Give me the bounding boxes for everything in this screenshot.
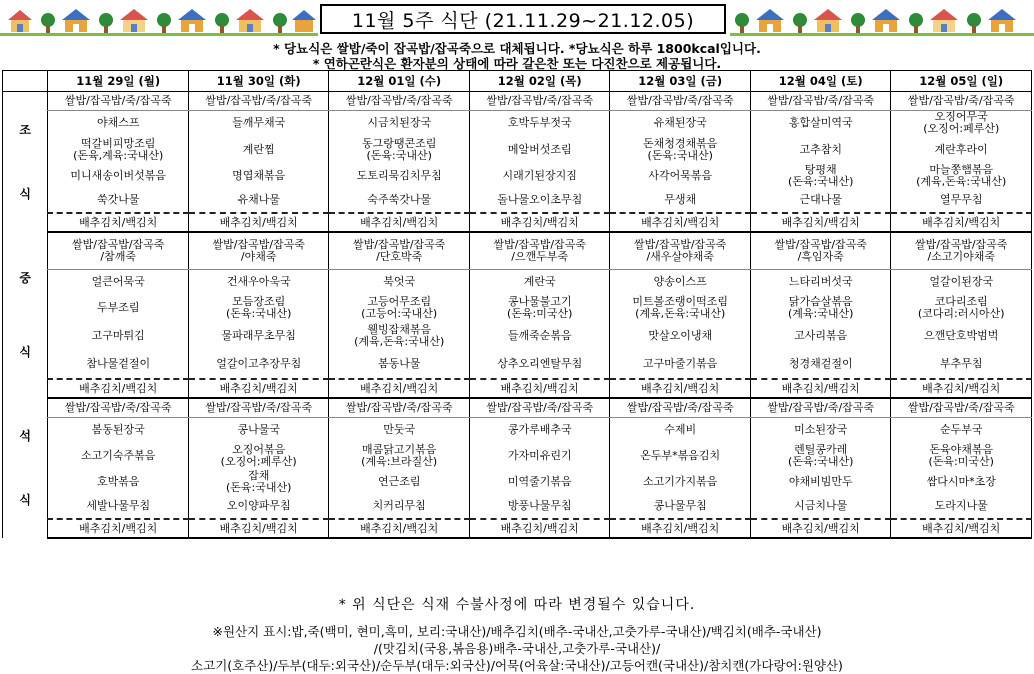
meal-row [3,494,1032,519]
meal-row [3,213,1032,232]
house-icon [8,10,32,32]
menu-item-line: 고등어무조림 [367,295,432,308]
menu-item: 쑥갓나물 [48,188,189,213]
menu-item-line: 모듬장조림 [232,295,286,308]
village-decoration-left [0,6,318,36]
menu-item [329,322,470,350]
menu-item-line: 닭가슴살볶음 [788,295,853,308]
menu-item: 배추김치/백김치 [891,379,1032,398]
menu-item-line: (오징어:페루산) [220,455,297,468]
menu-item [329,232,470,270]
menu-item-line: 쌀밥/잡곡밥/잡곡죽 [212,238,305,251]
meal-row [3,294,1032,322]
menu-item: 배추김치/백김치 [469,379,610,398]
menu-item: 연근조림 [329,470,470,494]
menu-item: 북엇국 [329,270,470,295]
meal-row [3,519,1032,538]
menu-item-line: /단호박죽 [376,250,423,263]
tree-icon [851,13,865,33]
meal-label-char: 식 [19,493,32,507]
menu-item-line: (돈육,계육:국내산) [73,148,164,162]
menu-item: 수제비 [610,418,751,443]
menu-item: 소고기숙주볶음 [48,442,189,470]
menu-item-line: 오징어볶음 [232,443,286,456]
menu-item: 배추김치/백김치 [750,519,891,538]
origin-line-3: 소고기(호주산)/두부(대두:외국산)/순두부(대두:외국산)/어묵(어육살:국내산)/고등어캔(국내산)/참치캔(가다랑어:원양산) [191,658,843,673]
house-icon [814,9,842,32]
menu-item [750,232,891,270]
menu-item-line: 잡채 [248,470,270,482]
house-icon [120,9,148,32]
menu-item: 홍합살미역국 [750,111,891,136]
menu-item: 도라지나물 [891,494,1032,519]
menu-item: 미소된장국 [750,418,891,443]
menu-item [891,111,1032,136]
menu-item: 고추참치 [750,135,891,164]
menu-item [750,164,891,188]
meal-label-char: 중 [19,271,32,285]
menu-item-line: (돈육:미국산) [506,307,573,320]
menu-item-line: (고등어:국내산) [361,307,438,320]
menu-item: 배추김치/백김치 [469,519,610,538]
house-icon [756,9,784,32]
menu-item: 쌀밥/잡곡밥/죽/잡곡죽 [329,398,470,418]
meal-row [3,232,1032,270]
meal-label [3,398,48,538]
menu-item-line: 동그랑땡콘조림 [362,136,437,150]
dysphagia-notice: * 연하곤란식은 환자분의 상태에 따라 갈은찬 또는 다진찬으로 제공됩니다. [312,56,722,71]
menu-item: 쌀밥/잡곡밥/죽/잡곡죽 [610,92,751,111]
menu-title: 11월 5주 식단 (21.11.29~21.12.05) [320,4,726,34]
menu-item-line: 마늘쫑햄볶음 [929,164,994,176]
day-header: 11월 30일 (화) [188,71,329,92]
menu-item: 배추김치/백김치 [188,213,329,232]
menu-item-line: 콩나물불고기 [507,295,572,308]
menu-item: 쌀밥/잡곡밥/죽/잡곡죽 [750,92,891,111]
meal-label-char: 식 [19,345,32,359]
menu-item: 건새우아욱국 [188,270,329,295]
menu-item: 배추김치/백김치 [329,379,470,398]
diabetic-notice: * 당뇨식은 쌀밥/죽이 잡곡밥/잡곡죽으로 대체됩니다. *당뇨식은 하루 1800kcal입니다. [273,41,761,56]
menu-item-line: 쌀밥/잡곡밥/잡곡죽 [71,238,165,251]
menu-item-line: 쌀밥/잡곡밥/잡곡죽 [774,238,867,251]
menu-item: 쌈다시마*초장 [891,470,1032,494]
menu-item: 소고기가지볶음 [610,470,751,494]
menu-item: 배추김치/백김치 [610,213,751,232]
meal-row [3,188,1032,213]
menu-item: 배추김치/백김치 [48,213,189,232]
menu-item-line: (계육,돈육:국내산) [916,175,1007,188]
menu-item [610,294,751,322]
menu-item: 가자미유린기 [469,442,610,470]
menu-item: 배추김치/백김치 [48,379,189,398]
menu-item: 유채된장국 [610,111,751,136]
day-header: 11월 29일 (월) [48,71,189,92]
ground-strip [730,33,1034,36]
menu-item: 고구마줄기볶음 [610,350,751,379]
menu-item-line: /흑임자죽 [797,250,844,263]
menu-item [469,294,610,322]
menu-item: 돌나물오이초무침 [469,188,610,213]
menu-item-line: 쌀밥/잡곡밥/잡곡죽 [915,238,1008,251]
menu-item [891,232,1032,270]
menu-item: 배추김치/백김치 [891,213,1032,232]
menu-item: 유채나물 [188,188,329,213]
menu-item-line: (돈육:국내산) [787,455,854,468]
menu-item: 사각어묵볶음 [610,164,751,188]
house-icon [872,9,900,32]
menu-item [188,294,329,322]
change-notice: * 위 식단은 식재 수불사정에 따라 변경될수 있습니다. [338,597,696,613]
meal-row [3,111,1032,136]
menu-item-line: 웰빙잡채볶음 [367,323,432,336]
house-icon [988,9,1016,32]
house-icon [930,9,958,32]
menu-item: 무생채 [610,188,751,213]
menu-item: 배추김치/백김치 [48,519,189,538]
menu-item: 쌀밥/잡곡밥/죽/잡곡죽 [750,398,891,418]
menu-item: 맛살오이냉채 [610,322,751,350]
menu-item-line: 쌀밥/잡곡밥/잡곡죽 [352,238,446,251]
menu-item [891,294,1032,322]
menu-item [469,232,610,270]
menu-item-line: (계육:국내산) [787,307,854,320]
day-header: 12월 03일 (금) [610,71,751,92]
menu-item: 고구마튀김 [48,322,189,350]
menu-item: 양송이스프 [610,270,751,295]
meal-menu-table [2,70,1032,539]
meal-row [3,350,1032,379]
menu-item: 얼큰어묵국 [48,270,189,295]
menu-item [329,135,470,164]
tree-icon [41,13,55,33]
menu-item: 방풍나물무침 [469,494,610,519]
menu-item-line: 떡갈비피망조림 [81,136,156,150]
house-icon [236,9,264,32]
menu-item: 배추김치/백김치 [188,379,329,398]
tree-icon [967,13,981,33]
menu-item [610,232,751,270]
tree-icon [909,13,923,33]
menu-item: 야채스프 [48,111,189,136]
menu-item [188,232,329,270]
menu-item-line: /야채죽 [240,250,277,263]
menu-item: 배추김치/백김치 [610,519,751,538]
tree-icon [99,13,113,33]
menu-item: 느타리버섯국 [750,270,891,295]
ground-strip [0,33,318,36]
menu-item [48,232,189,270]
menu-item: 들깨무채국 [188,111,329,136]
tree-icon [273,13,287,33]
menu-item: 만둣국 [329,418,470,443]
tree-icon [793,13,807,33]
menu-item-line: (돈육:국내산) [366,148,432,162]
menu-item-line: 돈채청경채볶음 [643,136,718,150]
day-header: 12월 02일 (목) [469,71,610,92]
menu-item-line: /소고기야채죽 [927,250,995,263]
menu-item: 물파래무초무침 [188,322,329,350]
menu-item: 미니새송이버섯볶음 [48,164,189,188]
menu-item-line: /참깨죽 [100,250,136,263]
meal-row [3,418,1032,443]
menu-item: 도토리묵김치무침 [329,164,470,188]
menu-item-line: (계육,돈육:국내산) [354,335,445,348]
menu-item-line: 미트볼조랭이떡조림 [632,295,729,308]
menu-item: 시래기된장지짐 [469,164,610,188]
menu-item: 쌀밥/잡곡밥/죽/잡곡죽 [610,398,751,418]
menu-item: 호박볶음 [48,470,189,494]
menu-item-line: (돈육:미국산) [928,455,994,468]
menu-item: 배추김치/백김치 [891,519,1032,538]
menu-item: 배추김치/백김치 [329,213,470,232]
menu-item-line: (돈육:국내산) [647,148,713,162]
menu-item-line: (계육,돈육:국내산) [635,307,726,320]
menu-item-line: 쌀밥/잡곡밥/잡곡죽 [633,238,727,251]
meal-row [3,322,1032,350]
meal-label-char: 석 [19,429,32,443]
day-header: 12월 01일 (수) [329,71,470,92]
menu-item-line: 오징어무국 [934,110,988,123]
menu-item: 세발나물무침 [48,494,189,519]
menu-item: 쌀밥/잡곡밥/죽/잡곡죽 [48,398,189,418]
menu-item-line: 렌틸콩카레 [794,443,848,456]
menu-item: 들깨죽순볶음 [469,322,610,350]
menu-item: 계란국 [469,270,610,295]
menu-item: 온두부*볶음김치 [610,442,751,470]
meal-row [3,379,1032,398]
menu-body [3,92,1032,539]
menu-item: 배추김치/백김치 [329,519,470,538]
menu-item: 호박두부젓국 [469,111,610,136]
menu-item: 근대나물 [750,188,891,213]
menu-item: 배추김치/백김치 [610,379,751,398]
menu-item: 콩나물무침 [610,494,751,519]
tree-icon [735,13,749,33]
menu-item-line: (돈육:국내산) [787,175,854,188]
menu-item: 계란찜 [188,135,329,164]
meal-row [3,398,1032,418]
house-icon [292,10,316,32]
menu-item [750,294,891,322]
menu-item: 배추김치/백김치 [750,379,891,398]
menu-item: 숙주쑥갓나물 [329,188,470,213]
menu-item: 쌀밥/잡곡밥/죽/잡곡죽 [48,92,189,111]
menu-item: 시금치된장국 [329,111,470,136]
menu-item: 메알버섯조림 [469,135,610,164]
menu-item: 쌀밥/잡곡밥/죽/잡곡죽 [329,92,470,111]
menu-item-line: /으깬두부죽 [511,250,569,263]
menu-item: 얼갈이된장국 [891,270,1032,295]
day-header: 12월 05일 (일) [891,71,1032,92]
menu-item-line: (계육:브라질산) [361,455,438,468]
corner-cell [3,71,48,92]
menu-item [610,135,751,164]
menu-item: 쌀밥/잡곡밥/죽/잡곡죽 [891,92,1032,111]
menu-item: 미역줄기볶음 [469,470,610,494]
menu-item: 쌀밥/잡곡밥/죽/잡곡죽 [469,398,610,418]
menu-item: 순두부국 [891,418,1032,443]
meal-row [3,164,1032,188]
meal-label-char: 조 [19,123,32,137]
menu-item [329,294,470,322]
menu-item: 쌀밥/잡곡밥/죽/잡곡죽 [891,398,1032,418]
meal-label-char: 식 [19,187,32,201]
menu-item: 명엽채볶음 [188,164,329,188]
meal-row [3,470,1032,494]
menu-item: 쌀밥/잡곡밥/죽/잡곡죽 [188,92,329,111]
menu-item: 상추오리엔탈무침 [469,350,610,379]
tree-icon [215,13,229,33]
menu-item-line: 탕평채 [804,164,837,176]
menu-item: 얼갈이고추장무침 [188,350,329,379]
menu-item: 으깬단호박범벅 [891,322,1032,350]
menu-item-line: 매콤닭고기볶음 [362,443,437,456]
menu-item: 콩나물국 [188,418,329,443]
menu-item: 부추무침 [891,350,1032,379]
menu-item-line: (오징어:페루산) [923,122,1000,135]
menu-item: 오이양파무침 [188,494,329,519]
menu-item: 배추김치/백김치 [188,519,329,538]
menu-item: 청경채겉절이 [750,350,891,379]
meal-label [3,92,48,233]
tree-icon [157,13,171,33]
menu-item [188,442,329,470]
menu-item: 배추김치/백김치 [469,213,610,232]
meal-label [3,232,48,398]
day-header-row [3,71,1032,92]
menu-item [891,442,1032,470]
menu-item-line: (코다리:러시아산) [917,307,1005,320]
menu-item: 두부조림 [48,294,189,322]
menu-item: 봄동나물 [329,350,470,379]
menu-item: 봄동된장국 [48,418,189,443]
origin-line-2: /(맛김치(국용,볶음용)배추-국내산,고춧가루-국내산)/ [373,641,661,656]
menu-item [329,442,470,470]
menu-item: 열무무침 [891,188,1032,213]
menu-item: 배추김치/백김치 [750,213,891,232]
menu-item: 참나물겉절이 [48,350,189,379]
menu-item-line: 돈육야채볶음 [929,443,994,456]
meal-row [3,92,1032,111]
meal-row [3,442,1032,470]
house-icon [178,9,206,32]
village-decoration-right [730,6,1034,36]
menu-item: 쌀밥/잡곡밥/죽/잡곡죽 [469,92,610,111]
house-icon [62,9,90,32]
menu-item [891,164,1032,188]
meal-row [3,135,1032,164]
menu-item-line: 코다리조림 [934,295,988,308]
origin-line-1: ※원산지 표시:밥,죽(백미, 현미,흑미, 보리:국내산)/배추김치(배추-국내산,고춧가루-국내산)/백김치(배추-국내산) [212,624,822,639]
menu-item-line: /새우살야채죽 [646,250,714,263]
menu-item-line: (돈육:국내산) [225,481,292,494]
menu-item [48,135,189,164]
meal-row [3,270,1032,295]
menu-item [750,442,891,470]
menu-item: 야채비빔만두 [750,470,891,494]
day-header: 12월 04일 (토) [750,71,891,92]
menu-item [188,470,329,494]
menu-item: 콩가루배추국 [469,418,610,443]
menu-item-line: 쌀밥/잡곡밥/잡곡죽 [493,238,586,251]
menu-item-line: (돈육:국내산) [225,307,292,320]
menu-item: 계란후라이 [891,135,1032,164]
menu-item: 시금치나물 [750,494,891,519]
menu-item: 치커리무침 [329,494,470,519]
menu-item: 쌀밥/잡곡밥/죽/잡곡죽 [188,398,329,418]
menu-item: 고사리볶음 [750,322,891,350]
